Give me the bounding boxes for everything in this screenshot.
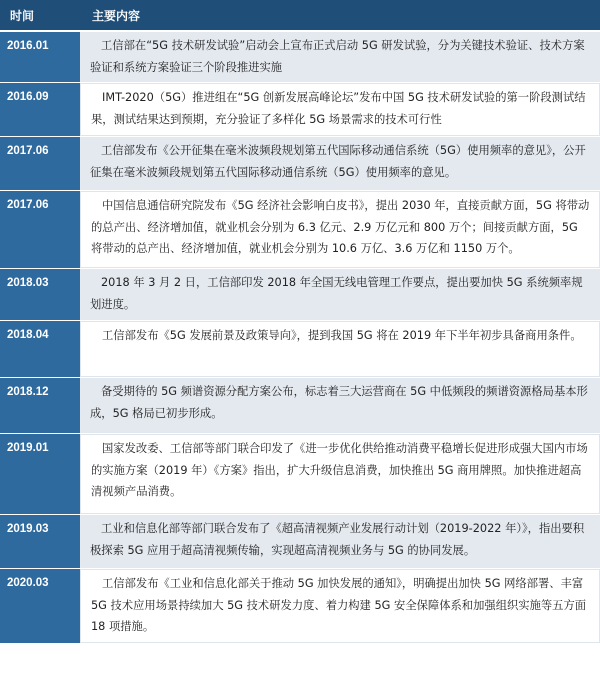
row-content: 工信部发布《工业和信息化部关于推动 5G 加快发展的通知》，明确提出加快 5G 网络部署、丰富 5G 技术应用场景持续加大 5G 技术研发力度、着力构建 5G 安全保障体系和加强组织实施等五方面 18 项措施。 bbox=[80, 569, 600, 643]
table-row bbox=[0, 136, 600, 190]
table-row bbox=[0, 320, 600, 377]
row-content: 备受期待的 5G 频谱资源分配方案公布，标志着三大运营商在 5G 中低频段的频谱资源格局基本形成，5G 格局已初步形成。 bbox=[80, 378, 600, 433]
table-row bbox=[0, 514, 600, 568]
row-date: 2018.12 bbox=[0, 378, 80, 433]
row-date: 2016.01 bbox=[0, 32, 80, 82]
row-content: 中国信息通信研究院发布《5G 经济社会影响白皮书》，提出 2030 年，直接贡献方面，5G 将带动的总产出、经济增加值，就业机会分别为 6.3 亿元、2.9 万亿元和 800 万个；间接贡献方面，5G 将带动的总产出、经济增加值，就业机会分别为 10.6 万亿、3.6 万亿和 1150 万个。 bbox=[80, 191, 600, 268]
table-row bbox=[0, 433, 600, 514]
row-date: 2020.03 bbox=[0, 569, 80, 643]
row-date: 2018.03 bbox=[0, 269, 80, 320]
row-content: 工业和信息化部等部门联合发布了《超高清视频产业发展行动计划（2019-2022 年）》，指出要积极探索 5G 应用于超高清视频传输，实现超高清视频业务与 5G 的协同发展。 bbox=[80, 515, 600, 568]
header-content: 主要内容 bbox=[92, 8, 141, 23]
table-row bbox=[0, 31, 600, 82]
row-content: IMT-2020（5G）推进组在“5G 创新发展高峰论坛”发布中国 5G 技术研发试验的第一阶段测试结果，测试结果达到预期，充分验证了多样化 5G 场景需求的技术可行性 bbox=[80, 83, 600, 136]
row-date: 2017.06 bbox=[0, 191, 80, 268]
table-row bbox=[0, 190, 600, 268]
row-content: 工信部在“5G 技术研发试验”启动会上宣布正式启动 5G 研发试验，分为关键技术验证、技术方案验证和系统方案验证三个阶段推进实施 bbox=[80, 32, 600, 82]
table-row bbox=[0, 268, 600, 320]
row-date: 2016.09 bbox=[0, 83, 80, 136]
row-content: 工信部发布《5G 发展前景及政策导向》，提到我国 5G 将在 2019 年下半年初步具备商用条件。 bbox=[80, 321, 600, 377]
row-date: 2017.06 bbox=[0, 137, 80, 190]
table-row bbox=[0, 82, 600, 136]
table-row bbox=[0, 568, 600, 643]
row-date: 2019.01 bbox=[0, 434, 80, 514]
row-content: 2018 年 3 月 2 日，工信部印发 2018 年全国无线电管理工作要点，提出要加快 5G 系统频率规划进度。 bbox=[80, 269, 600, 320]
table-header bbox=[0, 0, 600, 31]
row-content: 工信部发布《公开征集在毫米波频段规划第五代国际移动通信系统（5G）使用频率的意见》，公开征集在毫米波频段规划第五代国际移动通信系统（5G）使用频率的意见。 bbox=[80, 137, 600, 190]
row-content: 国家发改委、工信部等部门联合印发了《进一步优化供给推动消费平稳增长促进形成强大国内市场的实施方案（2019 年）《方案》指出，扩大升级信息消费，加快推出 5G 商用牌照。加快推进超高清视频产品消费。 bbox=[80, 434, 600, 514]
row-date: 2019.03 bbox=[0, 515, 80, 568]
header-time: 时间 bbox=[10, 8, 35, 23]
row-date: 2018.04 bbox=[0, 321, 80, 377]
table-row bbox=[0, 377, 600, 433]
